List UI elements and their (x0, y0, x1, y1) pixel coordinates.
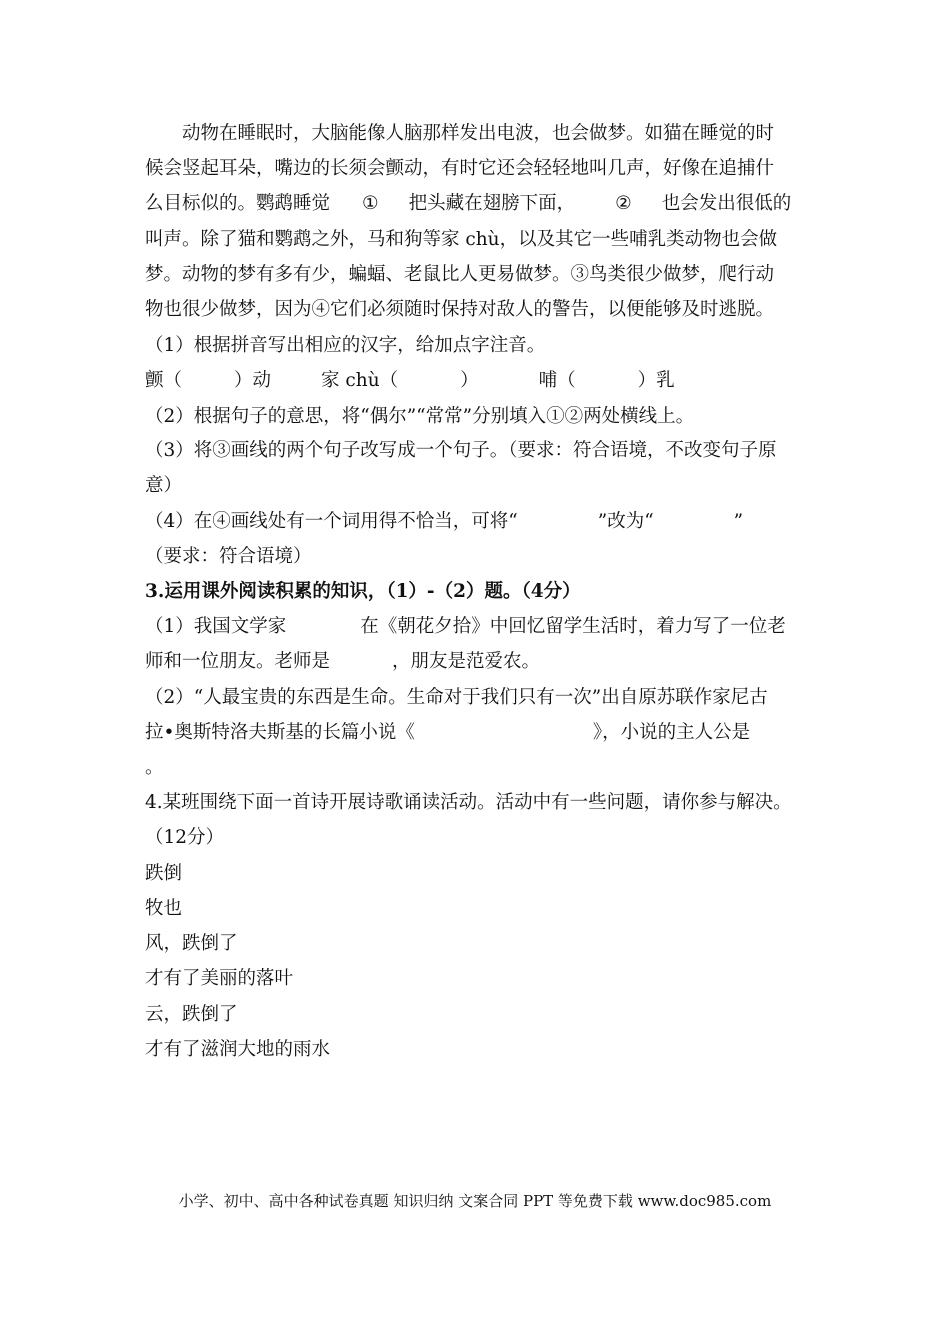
section-4-score: （12分） (145, 827, 225, 848)
passage-line-4: 叫声。除了猫和鹦鹉之外，马和狗等家 chù，以及其它一些哺乳类动物也会做 (145, 229, 778, 250)
s3-q2-hero: 》，小说的主人公是 (592, 722, 751, 743)
passage-line-3-mid: 把头藏在翅膀下面， (408, 193, 576, 214)
passage-line-5: 梦。动物的梦有多有少，蝙蝠、老鼠比人更易做梦。③鸟类很少做梦，爬行动 (145, 264, 775, 285)
poem-line: 才有了滋润大地的雨水 (145, 1039, 331, 1060)
question-1-prompt: （1）根据拼音写出相应的汉字，给加点字注音。 (145, 335, 546, 356)
q1-item3-start: 哺（ (538, 370, 576, 391)
question-3-line-1: （3）将③画线的两个句子改写成一个句子。（要求：符合语境，不改变句子原 (145, 440, 777, 461)
question-4-line-1 (145, 510, 743, 534)
passage-line-3 (145, 192, 791, 216)
section-3-q1-line-1 (145, 615, 786, 639)
q4-part1: （4）在④画线处有一个词用得不恰当，可将“ (145, 511, 518, 532)
section-3-q2-line-3: 。 (145, 757, 164, 778)
question-4-line-2: （要求：符合语境） (145, 546, 312, 567)
q4-part2: ”改为“ (597, 511, 654, 532)
passage-line-2: 候会竖起耳朵，嘴边的长须会颤动，有时它还会轻轻地叫几声，好像在追捕什 (145, 158, 775, 179)
blank-marker-2: ② (615, 193, 632, 214)
poem-author: 牧也 (145, 898, 183, 919)
section-3-q1-line-2 (145, 650, 540, 674)
q4-part3: ” (733, 511, 744, 532)
poem-line: 云，跌倒了 (145, 1004, 238, 1025)
question-2: （2）根据句子的意思，将“偶尔”“常常”分别填入①②两处横线上。 (145, 406, 695, 427)
q1-item1-end: ）动 (234, 370, 272, 391)
passage-line-3-end: 也会发出很低的 (661, 193, 792, 214)
question-3-line-2: 意） (145, 475, 183, 496)
passage-line-1: 动物在睡眠时，大脑能像人脑那样发出电波，也会做梦。如猫在睡觉的时 (182, 123, 775, 144)
q1-item2-start: 家 chù（ (321, 370, 399, 391)
s3-q2-novel: 拉•奥斯特洛夫斯基的长篇小说《 (145, 722, 415, 743)
s3-q1-teacher: 师和一位朋友。老师是 (145, 651, 331, 672)
s3-q1-friend: ，朋友是范爱农。 (392, 651, 541, 672)
poem-title: 跌倒 (145, 863, 183, 884)
poem-line: 风，跌倒了 (145, 933, 238, 954)
blank-marker-1: ① (362, 193, 379, 214)
section-3-q2-line-1: （2）“人最宝贵的东西是生命。生命对于我们只有一次”出自原苏联作家尼古 (145, 687, 768, 708)
question-1-items (145, 369, 675, 393)
q1-item1-start: 颤（ (145, 370, 183, 391)
passage-line-3-text: 么目标似的。鹦鹉睡觉 (145, 193, 331, 214)
section-3-heading: 3.运用课外阅读积累的知识，（1）-（2）题。（4分） (145, 581, 581, 602)
s3-q1-rest: 在《朝花夕拾》中回忆留学生活时，着力写了一位老 (360, 616, 786, 637)
passage-line-6: 物也很少做梦，因为④它们必须随时保持对敌人的警告，以便能够及时逃脱。 (145, 299, 775, 320)
poem-line: 才有了美丽的落叶 (145, 968, 294, 989)
q1-item2-end: ） (460, 370, 479, 391)
s3-q1-start: （1）我国文学家 (145, 616, 287, 637)
q1-item3-end: ）乳 (637, 370, 675, 391)
section-4-heading: 4.某班围绕下面一首诗开展诗歌诵读活动。活动中有一些问题，请你参与解决。 (145, 792, 792, 813)
section-3-q2-line-2 (145, 721, 750, 745)
page-footer: 小学、初中、高中各种试卷真题 知识归纳 文案合同 PPT 等免费下载 www.doc985.com (178, 1192, 772, 1210)
